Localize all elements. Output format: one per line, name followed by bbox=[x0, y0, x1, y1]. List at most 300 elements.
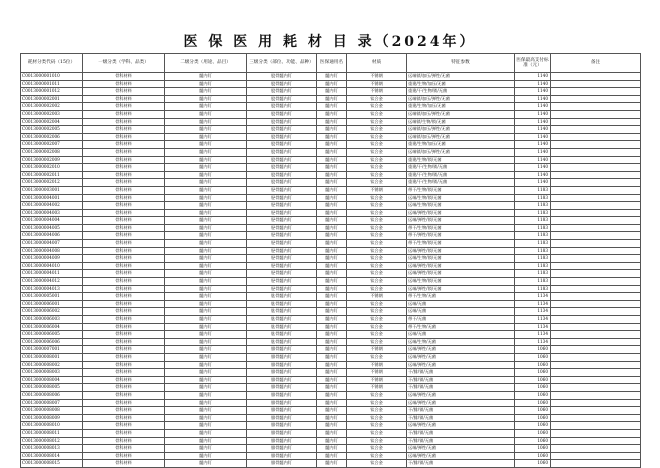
cell-material: 钛合金 bbox=[347, 460, 407, 468]
cell-generic-name: 髓内钉 bbox=[317, 194, 347, 202]
cell-remarks bbox=[551, 110, 641, 118]
table-row bbox=[21, 437, 641, 445]
cell-parameters: 远端/弹性/锁/无菌 bbox=[407, 209, 515, 217]
cell-level1: 骨科材料 bbox=[83, 270, 165, 278]
table-body bbox=[21, 73, 641, 468]
cell-level2: 髓内钉 bbox=[165, 399, 247, 407]
cell-remarks bbox=[551, 103, 641, 111]
table-row bbox=[21, 186, 641, 194]
cell-code: C0013000004013 bbox=[21, 285, 83, 293]
cell-material: 不锈钢 bbox=[347, 369, 407, 377]
cell-parameters: 干/腓/锁/无菌 bbox=[407, 407, 515, 415]
cell-level3: 胫骨髓内钉 bbox=[247, 278, 317, 286]
cell-generic-name: 髓内钉 bbox=[317, 361, 347, 369]
cell-code: C0013000007001 bbox=[21, 346, 83, 354]
table-row bbox=[21, 217, 641, 225]
cell-parameters: 远端锁/加压/弹性/无菌 bbox=[407, 148, 515, 156]
cell-level1: 骨科材料 bbox=[83, 376, 165, 384]
cell-max-payment: 1140 bbox=[515, 141, 551, 149]
cell-parameters: 干/腓/锁/无菌 bbox=[407, 369, 515, 377]
table-row bbox=[21, 391, 641, 399]
cell-level3: 腓骨髓内钉 bbox=[247, 407, 317, 415]
cell-max-payment: 1060 bbox=[515, 353, 551, 361]
cell-code: C0013000002002 bbox=[21, 103, 83, 111]
cell-level2: 髓内钉 bbox=[165, 73, 247, 81]
cell-max-payment: 1140 bbox=[515, 103, 551, 111]
table-row bbox=[21, 407, 641, 415]
cell-level3: 肱骨髓内钉 bbox=[247, 323, 317, 331]
cell-level1: 骨科材料 bbox=[83, 247, 165, 255]
cell-level3: 股骨髓内钉 bbox=[247, 133, 317, 141]
cell-level1: 骨科材料 bbox=[83, 369, 165, 377]
table-row bbox=[21, 164, 641, 172]
cell-level3: 肱骨髓内钉 bbox=[247, 338, 317, 346]
cell-material: 钛合金 bbox=[347, 285, 407, 293]
cell-max-payment: 1134 bbox=[515, 300, 551, 308]
cell-parameters: 远端/生物/锁/无菌 bbox=[407, 278, 515, 286]
cell-parameters: 远端/弹性/无菌 bbox=[407, 391, 515, 399]
cell-code: C0013000006005 bbox=[21, 331, 83, 339]
cell-level1: 骨科材料 bbox=[83, 323, 165, 331]
cell-code: C0013000002011 bbox=[21, 171, 83, 179]
cell-level3: 股骨髓内钉 bbox=[247, 148, 317, 156]
cell-code: C0013000004002 bbox=[21, 202, 83, 210]
cell-code: C0013000008010 bbox=[21, 422, 83, 430]
cell-level2: 髓内钉 bbox=[165, 126, 247, 134]
cell-max-payment: 1183 bbox=[515, 209, 551, 217]
table-row bbox=[21, 110, 641, 118]
cell-remarks bbox=[551, 338, 641, 346]
cell-material: 钛合金 bbox=[347, 110, 407, 118]
table-row bbox=[21, 293, 641, 301]
cell-material: 钛合金 bbox=[347, 331, 407, 339]
cell-max-payment: 1140 bbox=[515, 171, 551, 179]
cell-remarks bbox=[551, 186, 641, 194]
cell-generic-name: 髓内钉 bbox=[317, 422, 347, 430]
table-row bbox=[21, 429, 641, 437]
cell-max-payment: 1060 bbox=[515, 437, 551, 445]
cell-max-payment: 1183 bbox=[515, 194, 551, 202]
cell-level3: 股骨髓内钉 bbox=[247, 141, 317, 149]
cell-level1: 骨科材料 bbox=[83, 353, 165, 361]
cell-remarks bbox=[551, 422, 641, 430]
cell-generic-name: 髓内钉 bbox=[317, 437, 347, 445]
table-row bbox=[21, 278, 641, 286]
cell-level3: 肱骨髓内钉 bbox=[247, 331, 317, 339]
cell-max-payment: 1140 bbox=[515, 88, 551, 96]
cell-level3: 腓骨髓内钉 bbox=[247, 422, 317, 430]
cell-level1: 骨科材料 bbox=[83, 338, 165, 346]
cell-level1: 骨科材料 bbox=[83, 308, 165, 316]
cell-level1: 骨科材料 bbox=[83, 186, 165, 194]
cell-parameters: 干/腓/锁/无菌 bbox=[407, 414, 515, 422]
cell-level2: 髓内钉 bbox=[165, 429, 247, 437]
cell-generic-name: 髓内钉 bbox=[317, 353, 347, 361]
cell-parameters: 远端锁/加压/弹性/无菌 bbox=[407, 133, 515, 141]
cell-material: 钛合金 bbox=[347, 262, 407, 270]
cell-material: 钛合金 bbox=[347, 422, 407, 430]
cell-max-payment: 1060 bbox=[515, 361, 551, 369]
cell-parameters: 重建/干/生物/锁/无菌 bbox=[407, 171, 515, 179]
cell-material: 不锈钢 bbox=[347, 361, 407, 369]
cell-level3: 腓骨髓内钉 bbox=[247, 452, 317, 460]
cell-generic-name: 髓内钉 bbox=[317, 323, 347, 331]
cell-level1: 骨科材料 bbox=[83, 285, 165, 293]
cell-parameters: 远端/弹性/无菌 bbox=[407, 361, 515, 369]
cell-level2: 髓内钉 bbox=[165, 331, 247, 339]
cell-remarks bbox=[551, 369, 641, 377]
cell-code: C0013000004008 bbox=[21, 247, 83, 255]
table-row bbox=[21, 179, 641, 187]
cell-remarks bbox=[551, 353, 641, 361]
cell-level1: 骨科材料 bbox=[83, 384, 165, 392]
cell-generic-name: 髓内钉 bbox=[317, 118, 347, 126]
cell-level1: 骨科材料 bbox=[83, 445, 165, 453]
cell-remarks bbox=[551, 240, 641, 248]
table-row bbox=[21, 73, 641, 81]
cell-parameters: 远端/生物/锁/无菌 bbox=[407, 202, 515, 210]
table-row bbox=[21, 308, 641, 316]
table-row bbox=[21, 270, 641, 278]
cell-generic-name: 髓内钉 bbox=[317, 285, 347, 293]
cell-parameters: 干/腓/锁/无菌 bbox=[407, 437, 515, 445]
column-header-material: 材质 bbox=[347, 54, 407, 73]
cell-level1: 骨科材料 bbox=[83, 88, 165, 96]
cell-code: C0013000008008 bbox=[21, 407, 83, 415]
cell-code: C0013000006002 bbox=[21, 308, 83, 316]
cell-parameters: 远端/弹性/无菌 bbox=[407, 452, 515, 460]
cell-level2: 髓内钉 bbox=[165, 80, 247, 88]
cell-level3: 股骨髓内钉 bbox=[247, 179, 317, 187]
cell-generic-name: 髓内钉 bbox=[317, 316, 347, 324]
cell-generic-name: 髓内钉 bbox=[317, 95, 347, 103]
cell-code: C0013000004012 bbox=[21, 278, 83, 286]
cell-level3: 胫骨髓内钉 bbox=[247, 202, 317, 210]
cell-parameters: 远端锁/加压/弹性/无菌 bbox=[407, 73, 515, 81]
cell-remarks bbox=[551, 224, 641, 232]
cell-remarks bbox=[551, 217, 641, 225]
cell-level3: 腓骨髓内钉 bbox=[247, 353, 317, 361]
cell-max-payment: 1134 bbox=[515, 308, 551, 316]
table-row bbox=[21, 224, 641, 232]
cell-material: 钛合金 bbox=[347, 300, 407, 308]
cell-remarks bbox=[551, 293, 641, 301]
cell-parameters: 远端/弹性/无菌 bbox=[407, 422, 515, 430]
cell-material: 钛合金 bbox=[347, 240, 407, 248]
cell-parameters: 远端/无菌 bbox=[407, 331, 515, 339]
cell-level2: 髓内钉 bbox=[165, 118, 247, 126]
cell-level2: 髓内钉 bbox=[165, 369, 247, 377]
cell-level2: 髓内钉 bbox=[165, 247, 247, 255]
cell-level1: 骨科材料 bbox=[83, 148, 165, 156]
cell-level2: 髓内钉 bbox=[165, 452, 247, 460]
cell-material: 钛合金 bbox=[347, 224, 407, 232]
cell-generic-name: 髓内钉 bbox=[317, 278, 347, 286]
table-row bbox=[21, 232, 641, 240]
cell-level3: 肱骨髓内钉 bbox=[247, 293, 317, 301]
cell-max-payment: 1140 bbox=[515, 133, 551, 141]
cell-generic-name: 髓内钉 bbox=[317, 164, 347, 172]
cell-max-payment: 1060 bbox=[515, 414, 551, 422]
table-row bbox=[21, 399, 641, 407]
cell-generic-name: 髓内钉 bbox=[317, 429, 347, 437]
cell-remarks bbox=[551, 171, 641, 179]
cell-max-payment: 1060 bbox=[515, 429, 551, 437]
cell-max-payment: 1060 bbox=[515, 399, 551, 407]
cell-code: C0013000003001 bbox=[21, 186, 83, 194]
table-row bbox=[21, 452, 641, 460]
cell-parameters: 远端/弹性/无菌 bbox=[407, 346, 515, 354]
cell-remarks bbox=[551, 232, 641, 240]
cell-code: C0013000001012 bbox=[21, 88, 83, 96]
cell-remarks bbox=[551, 126, 641, 134]
cell-generic-name: 髓内钉 bbox=[317, 103, 347, 111]
cell-parameters: 干/腓/锁/无菌 bbox=[407, 429, 515, 437]
cell-max-payment: 1134 bbox=[515, 293, 551, 301]
cell-material: 钛合金 bbox=[347, 323, 407, 331]
cell-max-payment: 1060 bbox=[515, 422, 551, 430]
cell-remarks bbox=[551, 384, 641, 392]
cell-generic-name: 髓内钉 bbox=[317, 133, 347, 141]
cell-parameters: 重建/生物/加压/无菌 bbox=[407, 103, 515, 111]
cell-level2: 髓内钉 bbox=[165, 376, 247, 384]
cell-code: C0013000006004 bbox=[21, 323, 83, 331]
cell-level2: 髓内钉 bbox=[165, 460, 247, 468]
cell-generic-name: 髓内钉 bbox=[317, 179, 347, 187]
table-row bbox=[21, 240, 641, 248]
cell-remarks bbox=[551, 285, 641, 293]
cell-level1: 骨科材料 bbox=[83, 110, 165, 118]
cell-remarks bbox=[551, 278, 641, 286]
cell-generic-name: 髓内钉 bbox=[317, 346, 347, 354]
table-row bbox=[21, 255, 641, 263]
cell-generic-name: 髓内钉 bbox=[317, 300, 347, 308]
table-header-row bbox=[21, 54, 641, 73]
table-row bbox=[21, 338, 641, 346]
cell-max-payment: 1060 bbox=[515, 391, 551, 399]
cell-material: 不锈钢 bbox=[347, 384, 407, 392]
cell-max-payment: 1183 bbox=[515, 202, 551, 210]
cell-max-payment: 1140 bbox=[515, 118, 551, 126]
cell-parameters: 重建/生物/锁/无菌 bbox=[407, 156, 515, 164]
cell-material: 不锈钢 bbox=[347, 73, 407, 81]
cell-level2: 髓内钉 bbox=[165, 133, 247, 141]
cell-parameters: 重建/干/生物/锁/无菌 bbox=[407, 164, 515, 172]
cell-level3: 胫骨髓内钉 bbox=[247, 270, 317, 278]
cell-level3: 肱骨髓内钉 bbox=[247, 316, 317, 324]
cell-level2: 髓内钉 bbox=[165, 240, 247, 248]
cell-generic-name: 髓内钉 bbox=[317, 293, 347, 301]
cell-level1: 骨科材料 bbox=[83, 202, 165, 210]
cell-remarks bbox=[551, 323, 641, 331]
cell-max-payment: 1183 bbox=[515, 232, 551, 240]
cell-level1: 骨科材料 bbox=[83, 407, 165, 415]
cell-level3: 腓骨髓内钉 bbox=[247, 391, 317, 399]
cell-level1: 骨科材料 bbox=[83, 346, 165, 354]
cell-max-payment: 1183 bbox=[515, 247, 551, 255]
cell-level3: 胫骨髓内钉 bbox=[247, 285, 317, 293]
cell-parameters: 远端锁/生物/锁/无菌 bbox=[407, 118, 515, 126]
cell-parameters: 带干/生物/锁/无菌 bbox=[407, 240, 515, 248]
cell-code: C0013000002005 bbox=[21, 126, 83, 134]
cell-code: C0013000006006 bbox=[21, 338, 83, 346]
cell-generic-name: 髓内钉 bbox=[317, 376, 347, 384]
cell-generic-name: 髓内钉 bbox=[317, 156, 347, 164]
cell-code: C0013000004001 bbox=[21, 194, 83, 202]
cell-level3: 腓骨髓内钉 bbox=[247, 429, 317, 437]
cell-level2: 髓内钉 bbox=[165, 179, 247, 187]
cell-material: 钛合金 bbox=[347, 399, 407, 407]
column-header-level1: 一级分类（学科、品类） bbox=[83, 54, 165, 73]
cell-material: 钛合金 bbox=[347, 164, 407, 172]
cell-level2: 髓内钉 bbox=[165, 255, 247, 263]
cell-material: 钛合金 bbox=[347, 103, 407, 111]
table-row bbox=[21, 118, 641, 126]
cell-level2: 髓内钉 bbox=[165, 445, 247, 453]
table-row bbox=[21, 262, 641, 270]
cell-level1: 骨科材料 bbox=[83, 141, 165, 149]
cell-generic-name: 髓内钉 bbox=[317, 148, 347, 156]
cell-level2: 髓内钉 bbox=[165, 414, 247, 422]
cell-material: 不锈钢 bbox=[347, 376, 407, 384]
column-header-max-payment: 医保最高支付标准（元） bbox=[515, 54, 551, 73]
cell-remarks bbox=[551, 247, 641, 255]
cell-code: C0013000008012 bbox=[21, 437, 83, 445]
cell-level2: 髓内钉 bbox=[165, 202, 247, 210]
cell-code: C0013000002010 bbox=[21, 164, 83, 172]
cell-material: 不锈钢 bbox=[347, 88, 407, 96]
cell-level3: 胫骨髓内钉 bbox=[247, 186, 317, 194]
cell-max-payment: 1140 bbox=[515, 148, 551, 156]
cell-parameters: 远端/弹性/锁/无菌 bbox=[407, 270, 515, 278]
cell-level1: 骨科材料 bbox=[83, 361, 165, 369]
cell-level2: 髓内钉 bbox=[165, 88, 247, 96]
cell-generic-name: 髓内钉 bbox=[317, 126, 347, 134]
table-row bbox=[21, 95, 641, 103]
cell-remarks bbox=[551, 391, 641, 399]
cell-max-payment: 1183 bbox=[515, 224, 551, 232]
cell-parameters: 远端/生物/锁/无菌 bbox=[407, 194, 515, 202]
cell-remarks bbox=[551, 148, 641, 156]
cell-code: C0013000005001 bbox=[21, 293, 83, 301]
cell-material: 钛合金 bbox=[347, 156, 407, 164]
cell-level3: 胫骨髓内钉 bbox=[247, 255, 317, 263]
table-row bbox=[21, 361, 641, 369]
cell-material: 钛合金 bbox=[347, 414, 407, 422]
cell-code: C0013000004010 bbox=[21, 262, 83, 270]
cell-level3: 胫骨髓内钉 bbox=[247, 209, 317, 217]
cell-parameters: 远端锁/加压/弹性/无菌 bbox=[407, 110, 515, 118]
cell-code: C0013000002004 bbox=[21, 118, 83, 126]
cell-max-payment: 1134 bbox=[515, 331, 551, 339]
cell-material: 钛合金 bbox=[347, 338, 407, 346]
cell-remarks bbox=[551, 460, 641, 468]
cell-level3: 肱骨髓内钉 bbox=[247, 308, 317, 316]
cell-max-payment: 1183 bbox=[515, 285, 551, 293]
table-row bbox=[21, 414, 641, 422]
cell-material: 钛合金 bbox=[347, 445, 407, 453]
document-title: 医 保 医 用 耗 材 目 录（2024年） bbox=[183, 34, 477, 50]
cell-code: C0013000006001 bbox=[21, 300, 83, 308]
cell-code: C0013000008004 bbox=[21, 376, 83, 384]
cell-level3: 腓骨髓内钉 bbox=[247, 445, 317, 453]
cell-level2: 髓内钉 bbox=[165, 407, 247, 415]
cell-parameters: 远端锁/加压/弹性/无菌 bbox=[407, 95, 515, 103]
table-row bbox=[21, 285, 641, 293]
cell-code: C0013000001010 bbox=[21, 73, 83, 81]
cell-level1: 骨科材料 bbox=[83, 422, 165, 430]
cell-code: C0013000002006 bbox=[21, 133, 83, 141]
table-row bbox=[21, 80, 641, 88]
cell-level2: 髓内钉 bbox=[165, 156, 247, 164]
cell-max-payment: 1060 bbox=[515, 460, 551, 468]
cell-level1: 骨科材料 bbox=[83, 293, 165, 301]
cell-level3: 腓骨髓内钉 bbox=[247, 369, 317, 377]
cell-material: 钛合金 bbox=[347, 141, 407, 149]
cell-generic-name: 髓内钉 bbox=[317, 445, 347, 453]
table-row bbox=[21, 247, 641, 255]
cell-code: C0013000008015 bbox=[21, 460, 83, 468]
cell-code: C0013000002009 bbox=[21, 156, 83, 164]
cell-level1: 骨科材料 bbox=[83, 103, 165, 111]
cell-material: 钛合金 bbox=[347, 133, 407, 141]
cell-max-payment: 1183 bbox=[515, 270, 551, 278]
cell-parameters: 远端/弹性/锁/无菌 bbox=[407, 247, 515, 255]
cell-code: C0013000004005 bbox=[21, 224, 83, 232]
cell-remarks bbox=[551, 429, 641, 437]
cell-parameters: 远端/弹性/无菌 bbox=[407, 399, 515, 407]
cell-max-payment: 1134 bbox=[515, 316, 551, 324]
table-row bbox=[21, 445, 641, 453]
cell-level2: 髓内钉 bbox=[165, 95, 247, 103]
table-row bbox=[21, 316, 641, 324]
cell-code: C0013000008009 bbox=[21, 414, 83, 422]
cell-parameters: 带干/生物/锁/无菌 bbox=[407, 186, 515, 194]
cell-level2: 髓内钉 bbox=[165, 308, 247, 316]
cell-parameters: 重建/干/生物/锁/无菌 bbox=[407, 88, 515, 96]
cell-material: 钛合金 bbox=[347, 148, 407, 156]
cell-material: 钛合金 bbox=[347, 209, 407, 217]
cell-generic-name: 髓内钉 bbox=[317, 217, 347, 225]
cell-level1: 骨科材料 bbox=[83, 262, 165, 270]
cell-remarks bbox=[551, 270, 641, 278]
catalog-table bbox=[20, 53, 641, 468]
cell-generic-name: 髓内钉 bbox=[317, 407, 347, 415]
cell-max-payment: 1060 bbox=[515, 407, 551, 415]
cell-remarks bbox=[551, 316, 641, 324]
cell-code: C0013000002003 bbox=[21, 110, 83, 118]
cell-level2: 髓内钉 bbox=[165, 293, 247, 301]
cell-level3: 腓骨髓内钉 bbox=[247, 460, 317, 468]
cell-remarks bbox=[551, 331, 641, 339]
cell-generic-name: 髓内钉 bbox=[317, 452, 347, 460]
cell-level2: 髓内钉 bbox=[165, 437, 247, 445]
cell-level2: 髓内钉 bbox=[165, 353, 247, 361]
column-header-remarks: 备注 bbox=[551, 54, 641, 73]
cell-generic-name: 髓内钉 bbox=[317, 80, 347, 88]
cell-remarks bbox=[551, 262, 641, 270]
cell-max-payment: 1140 bbox=[515, 110, 551, 118]
cell-parameters: 干/腓/锁/无菌 bbox=[407, 460, 515, 468]
cell-level3: 股骨髓内钉 bbox=[247, 126, 317, 134]
cell-remarks bbox=[551, 141, 641, 149]
cell-level3: 腓骨髓内钉 bbox=[247, 437, 317, 445]
cell-remarks bbox=[551, 194, 641, 202]
table-row bbox=[21, 300, 641, 308]
cell-level1: 骨科材料 bbox=[83, 460, 165, 468]
table-row bbox=[21, 353, 641, 361]
cell-material: 钛合金 bbox=[347, 217, 407, 225]
